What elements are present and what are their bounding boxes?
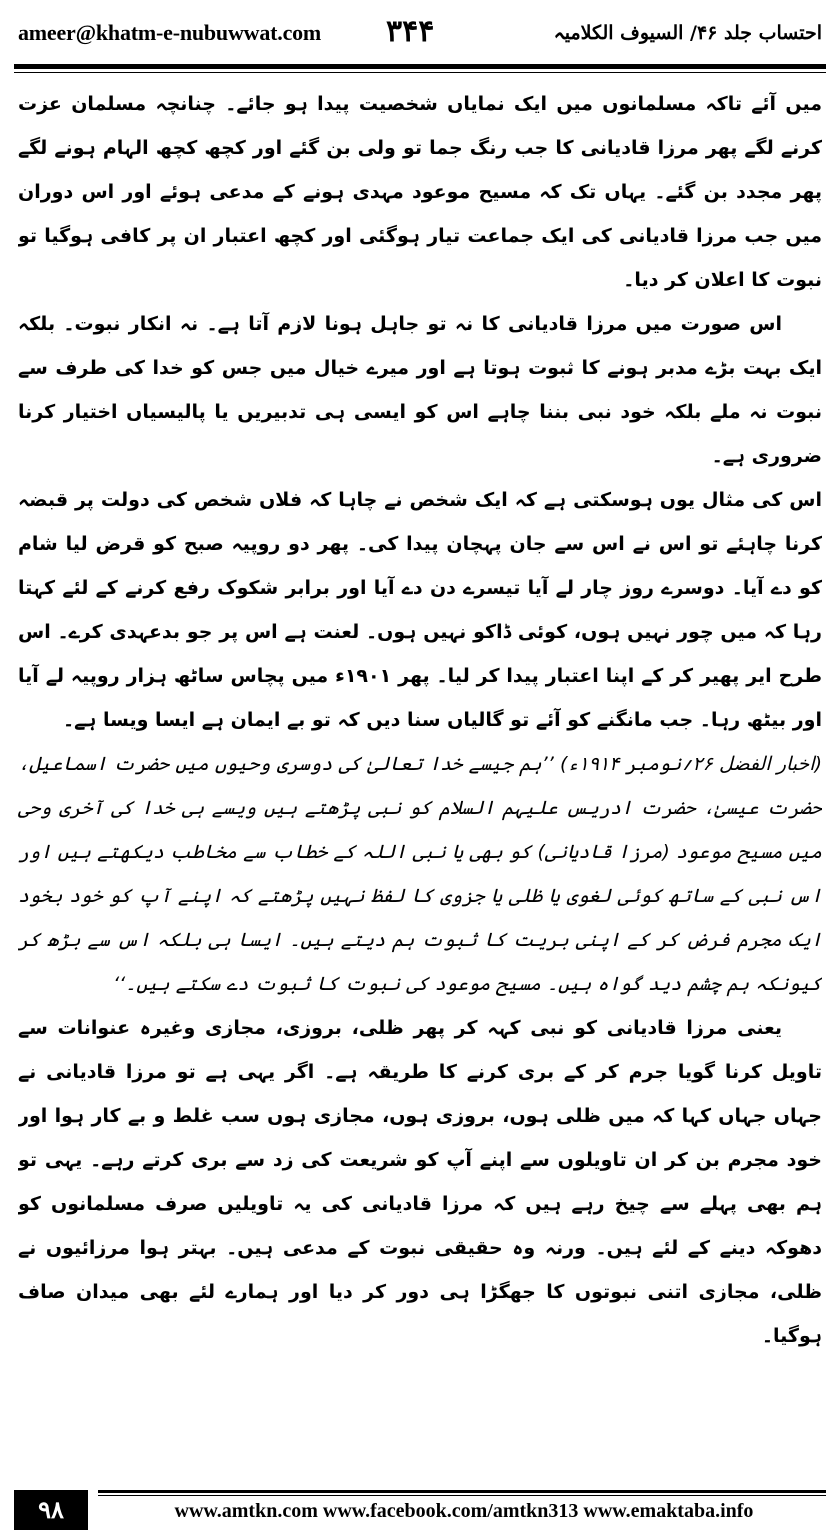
page-footer	[14, 1484, 826, 1532]
paragraph-1: میں آئے تاکہ مسلمانوں میں ایک نمایاں شخصیت پیدا ہو جائے۔ چنانچہ مسلمان عزت کرنے لگے پھر مرزا قادیانی کا جب رنگ جما تو ولی بن گئے اور کچھ کچھ الہام ہونے لگے پھر مجدد بن گئے۔ یہاں تک کہ مسیح موعود مہدی ہونے کے مدعی ہوئے اور اس دوران میں جب مرزا قادیانی کی ایک جماعت تیار ہوگئی اور کچھ اعتبار ان پر کافی ہوگیا تو نبوت کا اعلان کر دیا۔	[18, 93, 822, 291]
paragraph-3: اس کی مثال یوں ہوسکتی ہے کہ ایک شخص نے چاہا کہ فلاں شخص کی دولت پر قبضہ کرنا چاہئے تو اس نے اس سے جان پہچان پیدا کی۔ پھر دو روپیہ صبح کو قرض لیا شام کو دے آیا۔ دوسرے روز چار لے آیا تیسرے دن دے آیا اور برابر شکوک رفع کرنے کے لئے کہتا رہا کہ میں چور نہیں ہوں، کوئی ڈاکو نہیں ہوں۔ لعنت ہے اس پر جو بدعہدی کرے۔ اس طرح ایر پھیر کر کے اپنا اعتبار پیدا کر لیا۔ پھر ۱۹۰۱ء میں پچاس ساٹھ ہزار روپیہ لے آیا اور بیٹھ رہا۔ جب مانگنے کو آئے تو گالیاں سنا دیں کہ تو بے ایمان ہے ایسا ویسا ہے۔	[18, 489, 822, 731]
header-divider-thick	[14, 64, 826, 69]
paragraph-2: اس صورت میں مرزا قادیانی کا نہ تو جاہل ہونا لازم آتا ہے۔ نہ انکار نبوت۔ بلکہ ایک بہت بڑے مدبر ہونے کا ثبوت ہوتا ہے اور میرے خیال میں جس کو خدا کی طرف سے نبوت نہ ملے بلکہ خود نبی بننا چاہے اس کو ایسی ہی تدبیریں یا پالیسیاں اختیار کرنا ضروری ہے۔	[18, 313, 822, 467]
footer-divider-thick	[98, 1490, 826, 1493]
header-divider-thin	[14, 72, 826, 73]
page-header	[14, 14, 826, 54]
footer-page-number: ۹۸	[14, 1490, 88, 1530]
paragraph-5: یعنی مرزا قادیانی کو نبی کہہ کر پھر ظلی، بروزی، مجازی وغیرہ عنوانات سے تاویل کرنا گویا جرم کر کے بری کرنے کا طریقہ ہے۔ اگر یہی ہے تو مرزا قادیانی نے جہاں جہاں کہا کہ میں ظلی ہوں، بروزی ہوں، مجازی ہوں سب غلط و بے کار ہوا اور خود مجرم بن کر ان تاویلوں سے اپنے آپ کو شریعت کی زد سے بری کرتے رہے۔ یہی تو ہم بھی پہلے سے چیخ رہے ہیں کہ مرزا قادیانی کی یہ تاویلیں صرف مسلمانوں کو دھوکہ دینے کے لئے ہیں۔ ورنہ وہ حقیقی نبوت کے مدعی ہیں۔ بہتر ہوا مرزائیوں نے ظلی، مجازی اتنی نبوتوں کا جھگڑا ہی دور کر دیا اور ہمارے لئے بھی میدان صاف ہوگیا۔	[18, 1017, 822, 1347]
header-book-title: احتساب جلد ۴۶/ السیوف الکلامیہ	[553, 22, 822, 44]
footer-urls[interactable]: www.amtkn.com www.facebook.com/amtkn313 www.emaktaba.info	[174, 1500, 754, 1522]
header-page-number: ۳۴۴	[386, 14, 435, 49]
header-email: ameer@khatm-e-nubuwwat.com	[18, 20, 322, 45]
paragraph-quote: (اخبار الفضل ۲۶؍نومبر ۱۹۱۴ء) ’’ہم جیسے خدا تعالیٰ کی دوسری وحیوں میں حضرت اسماعیل، حضرت عیسیٰ، حضرت ادریس علیہم السلام کو نبی پڑھتے ہیں ویسے ہی خدا کی آخری وحی میں مسیح موعود (مرزا قادیانی) کو بھی یا نبی اللہ کے خطاب سے مخاطب دیکھتے ہیں اور اس نبی کے ساتھ کوئی لغوی یا ظلی یا جزوی کا لفظ نہیں پڑھتے کہ اپنے آپ کو خود بخود ایک مجرم فرض کر کے اپنی بریت کا ثبوت ہم دیتے ہیں۔ ایسا ہی بلکہ اس سے بڑھ کر کیونکہ ہم چشم دید گواہ ہیں۔ مسیح موعود کی نبوت کا ثبوت دے سکتے ہیں۔‘‘	[18, 753, 822, 995]
footer-divider-thin	[98, 1495, 826, 1496]
page-body	[18, 82, 822, 1472]
